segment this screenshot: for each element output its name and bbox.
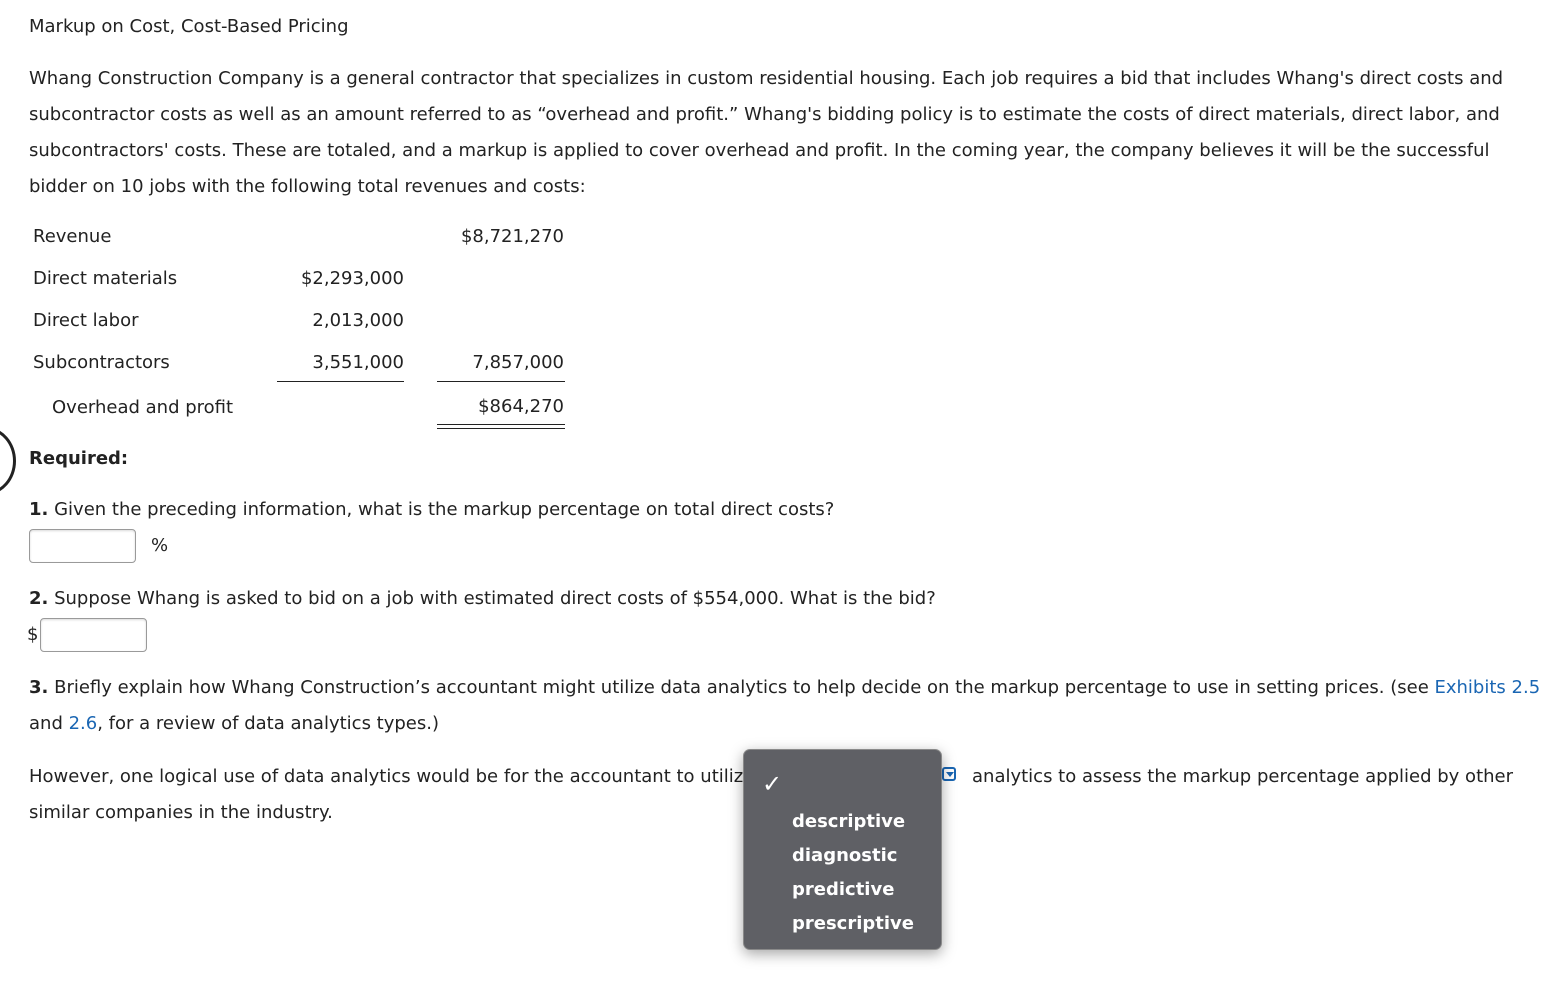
total-costs-value: 7,857,000 bbox=[472, 352, 564, 373]
bid-input[interactable] bbox=[40, 618, 147, 652]
subtotal-rule bbox=[277, 381, 404, 382]
required-heading: Required: bbox=[29, 448, 129, 469]
overhead-profit-value: $864,270 bbox=[478, 396, 564, 417]
revenue-label: Revenue bbox=[33, 226, 112, 247]
subtotal-rule bbox=[437, 381, 565, 382]
direct-materials-label: Direct materials bbox=[33, 268, 178, 289]
intro-line: subcontractors' costs. These are totaled, and a markup is applied to cover overhead and profit. In the coming year, the company believes it will be the successful bbox=[29, 140, 1490, 161]
page-title: Markup on Cost, Cost-Based Pricing bbox=[29, 16, 349, 37]
circle-marker bbox=[0, 427, 16, 495]
answer-text-after: analytics to assess the markup percentage applied by other bbox=[972, 766, 1514, 787]
question-text: Briefly explain how Whang Construction’s accountant might utilize data analytics to help decide on the markup percentage to use in setting prices. (see bbox=[48, 677, 1435, 698]
intro-line: bidder on 10 jobs with the following total revenues and costs: bbox=[29, 176, 586, 197]
intro-line: subcontractor costs as well as an amount referred to as “overhead and profit.” Whang's bidding policy is to estimate the costs of direct materials, direct labor, and bbox=[29, 104, 1500, 125]
question-text: , for a review of data analytics types.) bbox=[97, 713, 439, 734]
intro-line: Whang Construction Company is a general contractor that specializes in custom residential housing. Each job requires a bid that includes Whang's direct costs and bbox=[29, 68, 1504, 89]
revenue-value: $8,721,270 bbox=[460, 226, 564, 247]
overhead-profit-label: Overhead and profit bbox=[52, 397, 234, 418]
question-3 bbox=[29, 670, 1554, 742]
direct-labor-label: Direct labor bbox=[33, 310, 139, 331]
chevron-down-icon[interactable] bbox=[942, 767, 956, 781]
analytics-type-dropdown[interactable] bbox=[743, 749, 942, 950]
question-text: and bbox=[29, 713, 69, 734]
question-number: 1. bbox=[29, 499, 49, 520]
problem-intro bbox=[29, 61, 1529, 205]
question-3-line bbox=[29, 670, 1554, 706]
exhibits-2-5-link[interactable]: Exhibits 2.5 bbox=[1434, 677, 1541, 698]
option-diagnostic[interactable]: diagnostic bbox=[792, 845, 898, 866]
exhibit-2-6-link[interactable]: 2.6 bbox=[68, 713, 98, 734]
question-text: Suppose Whang is asked to bid on a job with estimated direct costs of $554,000. What is the bid? bbox=[48, 588, 936, 609]
option-descriptive[interactable]: descriptive bbox=[792, 811, 906, 832]
double-rule-bottom bbox=[437, 428, 565, 429]
question-number: 3. bbox=[29, 677, 49, 698]
option-predictive[interactable]: predictive bbox=[792, 879, 895, 900]
double-rule-top bbox=[437, 424, 565, 425]
subcontractors-label: Subcontractors bbox=[33, 352, 170, 373]
answer-text-line2: similar companies in the industry. bbox=[29, 802, 333, 823]
subcontractors-value: 3,551,000 bbox=[312, 352, 404, 373]
direct-labor-value: 2,013,000 bbox=[312, 310, 404, 331]
option-prescriptive[interactable]: prescriptive bbox=[792, 913, 915, 934]
question-number: 2. bbox=[29, 588, 49, 609]
percent-unit: % bbox=[151, 535, 169, 556]
checkmark-icon: ✓ bbox=[762, 770, 783, 798]
markup-percentage-input[interactable] bbox=[29, 529, 136, 563]
dollar-sign: $ bbox=[27, 624, 39, 645]
question-2 bbox=[29, 588, 936, 609]
question-1 bbox=[29, 499, 834, 520]
answer-text-before: However, one logical use of data analytics would be for the accountant to utiliz bbox=[29, 766, 744, 787]
question-text: Given the preceding information, what is the markup percentage on total direct costs? bbox=[48, 499, 835, 520]
direct-materials-value: $2,293,000 bbox=[300, 268, 404, 289]
question-3-line bbox=[29, 706, 1554, 742]
